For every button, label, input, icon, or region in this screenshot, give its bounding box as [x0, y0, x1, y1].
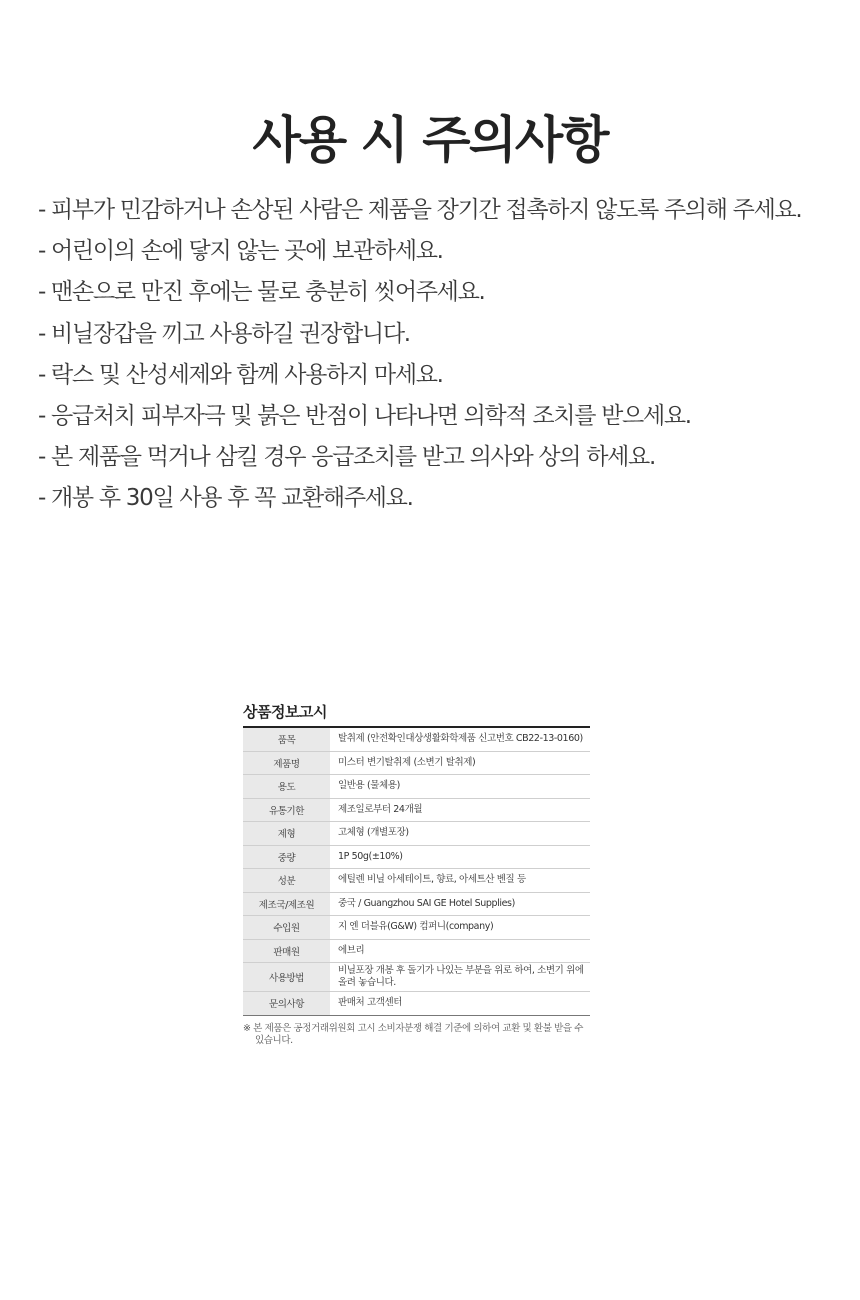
- row-label-ingredients: 성분: [243, 869, 330, 893]
- notice-title: 상품정보고시: [243, 703, 327, 721]
- row-value-usage: 일반용 (물체용): [330, 775, 590, 799]
- row-label-manufacturer: 제조국/제조원: [243, 892, 330, 916]
- table-row: [243, 963, 590, 992]
- row-value-how-to-use: 비닐포장 개봉 후 돌기가 나있는 부분을 위로 하여, 소변기 위에 올려 놓습니다.: [330, 963, 590, 992]
- row-label-shelf-life: 유통기한: [243, 798, 330, 822]
- caution-item: - 피부가 민감하거나 손상된 사람은 제품을 장기간 접촉하지 않도록 주의해 주세요.: [38, 197, 802, 223]
- row-label-weight: 중량: [243, 845, 330, 869]
- row-value-seller: 에브리: [330, 939, 590, 963]
- caution-item: - 개봉 후 30일 사용 후 꼭 교환해주세요.: [38, 485, 413, 512]
- caution-item: - 응급처치 피부자극 및 붉은 반점이 나타나면 의학적 조치를 받으세요.: [38, 402, 691, 429]
- caution-item: - 맨손으로 만진 후에는 물로 충분히 씻어주세요.: [38, 279, 485, 306]
- caution-list: [38, 190, 848, 520]
- product-info-table: [243, 726, 590, 1016]
- row-label-product-name: 제품명: [243, 751, 330, 775]
- row-value-product-name: 미스터 변기탈취제 (소변기 탈취제): [330, 751, 590, 775]
- table-row: [243, 992, 590, 1016]
- page-title: 사용 시 주의사항: [252, 111, 608, 169]
- notice-footnote: ※ 본 제품은 공정거래위원회 고시 소비자분쟁 해결 기준에 의하여 교환 및 환불 받을 수 있습니다.: [243, 1022, 584, 1046]
- row-label-usage: 용도: [243, 775, 330, 799]
- row-label-how-to-use: 사용방법: [243, 963, 330, 992]
- row-label-form: 제형: [243, 822, 330, 846]
- row-label-importer: 수입원: [243, 916, 330, 940]
- table-row: [243, 775, 590, 799]
- table-row: [243, 751, 590, 775]
- table-row: [243, 916, 590, 940]
- row-label-item: 품목: [243, 727, 330, 751]
- table-row: [243, 939, 590, 963]
- row-label-inquiry: 문의사항: [243, 992, 330, 1016]
- table-row: [243, 869, 590, 893]
- row-value-importer: 지 엔 더블유(G&W) 컴퍼니(company): [330, 916, 590, 940]
- caution-item: - 어린이의 손에 닿지 않는 곳에 보관하세요.: [38, 238, 443, 265]
- caution-item: - 락스 및 산성세제와 함께 사용하지 마세요.: [38, 361, 443, 388]
- table-row: [243, 727, 590, 751]
- caution-item: - 본 제품을 먹거나 삼킬 경우 응급조치를 받고 의사와 상의 하세요.: [38, 444, 655, 471]
- row-value-item: 탈취제 (안전확인대상생활화학제품 신고번호 CB22-13-0160): [330, 727, 590, 751]
- caution-item: - 비닐장갑을 끼고 사용하길 권장합니다.: [38, 320, 410, 347]
- row-value-form: 고체형 (개별포장): [330, 822, 590, 846]
- row-value-shelf-life: 제조일로부터 24개월: [330, 798, 590, 822]
- row-value-weight: 1P 50g(±10%): [330, 845, 590, 869]
- row-label-seller: 판매원: [243, 939, 330, 963]
- row-value-ingredients: 에틸렌 비닐 아세테이트, 향료, 아세트산 벤질 등: [330, 869, 590, 893]
- row-value-manufacturer: 중국 / Guangzhou SAI GE Hotel Supplies): [330, 892, 590, 916]
- product-info-notice: [243, 702, 590, 1047]
- table-row: [243, 892, 590, 916]
- row-value-inquiry: 판매처 고객센터: [330, 992, 590, 1016]
- table-row: [243, 822, 590, 846]
- table-row: [243, 798, 590, 822]
- table-row: [243, 845, 590, 869]
